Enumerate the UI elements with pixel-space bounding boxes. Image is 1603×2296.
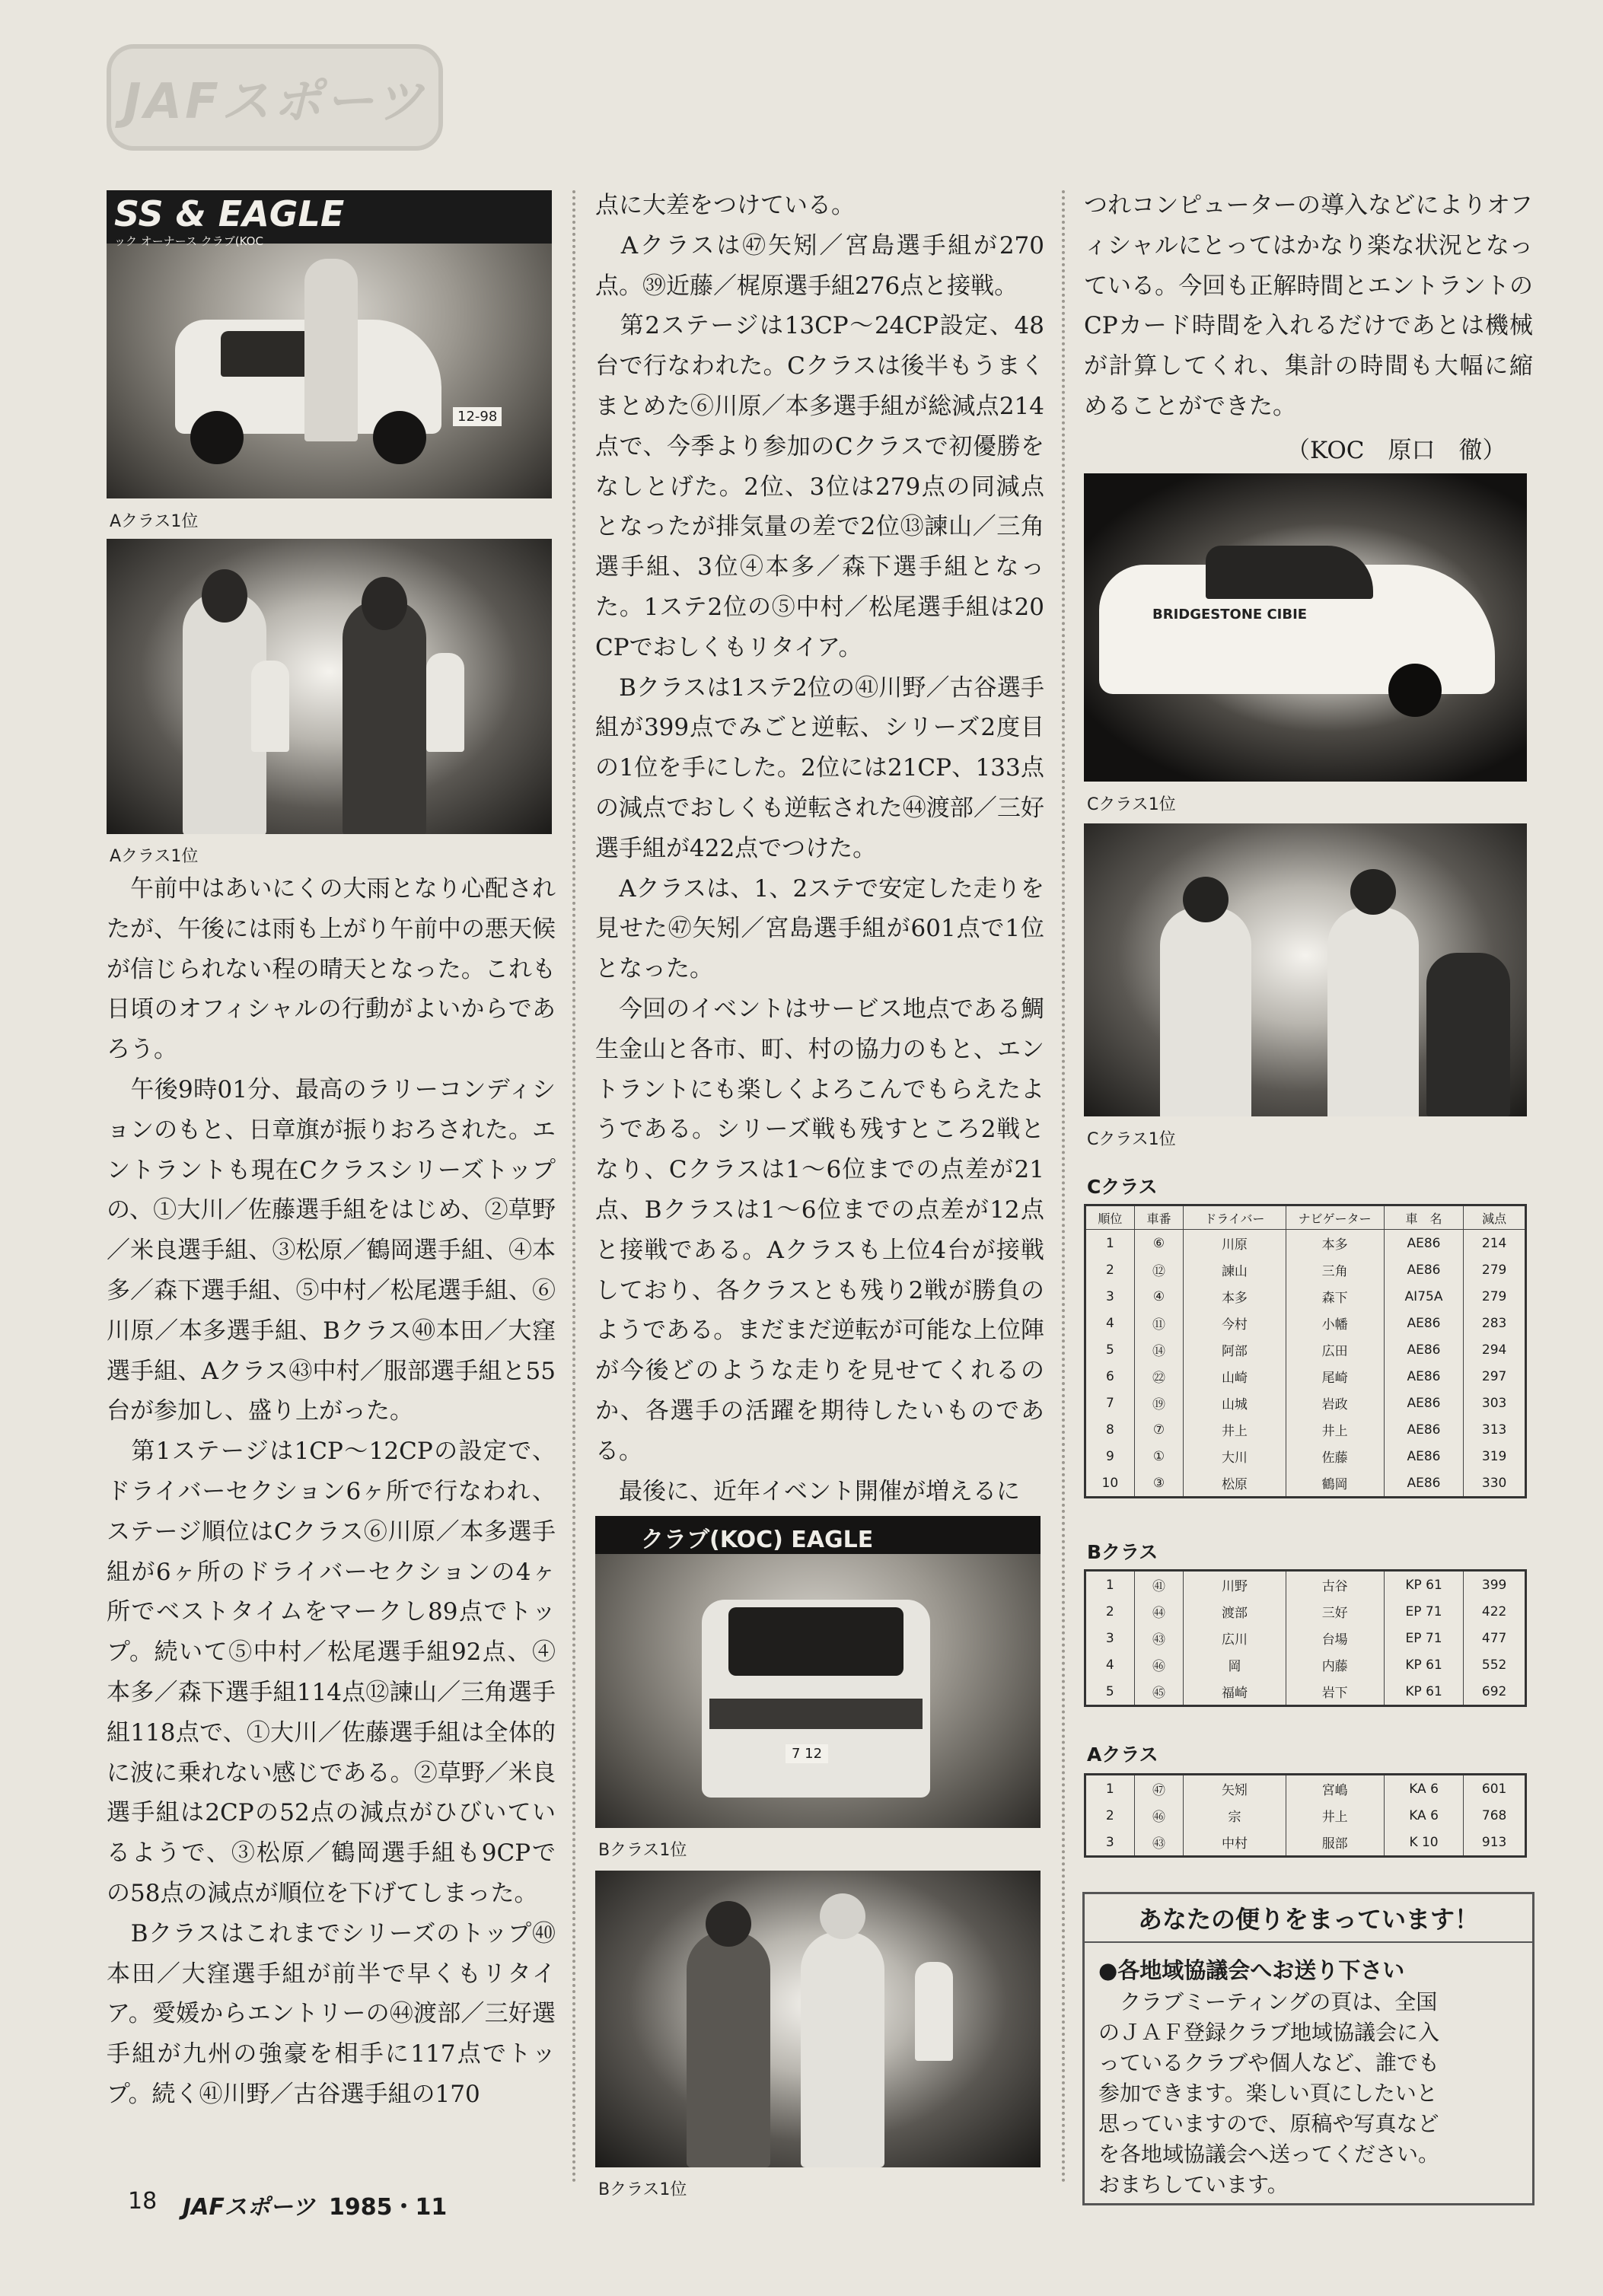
b-class-title: Bクラス — [1087, 1541, 1158, 1563]
photo-plate-text: 7 12 — [786, 1744, 828, 1763]
table-row — [1085, 1336, 1526, 1363]
rank-cell: 1 — [1085, 1775, 1135, 1803]
table-row — [1085, 1598, 1526, 1625]
article-column-1: 午前中はあいにくの大雨となり心配されたが、午後には雨も上がり午前中の悪天候が信じられない程の晴天となった。これも日頃のオフィシャルの行動がよいからであろう。 午後9時01分、最高のラリーコンディションのもと、日章旗が振りおろされた。エントラントも現在Cクラスシリーズトップの、①大川／佐藤選手組をはじめ、②草野／米良選手組、③松原／鶴岡選手組、④本多／森下選手組、⑤中村／松尾選手組、⑥川原／本多選手組、Bクラス㊵本田／大窪選手組、Aクラス㊸中村／服部選手組と55台が参加し、盛り上がった。 第1ステージは1CP～12CPの設定で、ドライバーセクション6ヶ所で行なわれ、ステージ順位はCクラス⑥川原／本多選手組が6ヶ所のドライバーセクションの4ヶ所でベストタイムをマークし89点でトップ。続いて⑤中村／松尾選手組92点、④本多／森下選手組114点⑫諫山／三角選手組118点で、①大川／佐藤選手組は全体的に波に乗れない感じである。②草野／米良選手組は2CPの52点の減点がひびいているようで、③松原／鶴岡選手組も9CPでの58点の減点が順位を下げてしまった。 Bクラスはこれまでシリーズのトップ㊵本田／大窪選手組が前半で早くもリタイア。愛媛からエントリーの㊹渡部／三好選手組が九州の強豪を相手に117点でトップ。続く㊶川野／古谷選手組の170 — [107, 875, 556, 2108]
penalty-cell: 294 — [1464, 1336, 1526, 1363]
car-name-cell: KP 61 — [1384, 1571, 1463, 1599]
navigator-cell: 鶴岡 — [1286, 1470, 1384, 1498]
penalty-cell: 552 — [1464, 1651, 1526, 1678]
header-rank: 順位 — [1085, 1205, 1135, 1230]
photo-plate-text: 12-98 — [453, 407, 502, 426]
c-class-results-table — [1084, 1204, 1527, 1498]
car-number-cell: ④ — [1134, 1283, 1184, 1310]
car-name-cell: AE86 — [1384, 1363, 1464, 1390]
c-class-title: Cクラス — [1087, 1176, 1158, 1198]
driver-cell: 宗 — [1184, 1802, 1286, 1829]
driver-cell: 福崎 — [1184, 1678, 1286, 1706]
car-number-cell: ① — [1134, 1443, 1184, 1470]
photo-a-class-car — [107, 190, 552, 498]
table-row — [1085, 1651, 1526, 1678]
rank-cell: 1 — [1085, 1571, 1135, 1599]
navigator-cell: 小幡 — [1286, 1310, 1384, 1336]
rank-cell: 1 — [1085, 1230, 1135, 1257]
reader-notice-box — [1082, 1892, 1534, 2205]
driver-cell: 井上 — [1184, 1416, 1286, 1443]
rank-cell: 3 — [1085, 1283, 1135, 1310]
penalty-cell: 313 — [1464, 1416, 1526, 1443]
penalty-cell: 319 — [1464, 1443, 1526, 1470]
photo-b-class-car — [595, 1516, 1041, 1828]
car-number-cell: ㊸ — [1134, 1829, 1184, 1857]
rank-cell: 2 — [1085, 1256, 1135, 1283]
navigator-cell: 広田 — [1286, 1336, 1384, 1363]
car-name-cell: KP 61 — [1384, 1651, 1463, 1678]
car-name-cell: EP 71 — [1384, 1598, 1463, 1625]
photo-caption: Cクラス1位 — [1087, 795, 1176, 814]
car-number-cell: ㊻ — [1134, 1651, 1184, 1678]
penalty-cell: 279 — [1464, 1283, 1526, 1310]
navigator-cell: 井上 — [1286, 1416, 1384, 1443]
a-class-title: Aクラス — [1087, 1743, 1158, 1766]
rank-cell: 3 — [1085, 1829, 1135, 1857]
navigator-cell: 服部 — [1286, 1829, 1384, 1857]
photo-banner-text: ック オーナース クラブ(KOC — [114, 234, 263, 248]
rank-cell: 8 — [1085, 1416, 1135, 1443]
navigator-cell: 井上 — [1286, 1802, 1384, 1829]
header-navigator: ナビゲーター — [1286, 1205, 1384, 1230]
a-class-results-table — [1084, 1773, 1527, 1858]
penalty-cell: 330 — [1464, 1470, 1526, 1498]
car-name-cell: KA 6 — [1384, 1802, 1463, 1829]
header-penalty: 減点 — [1464, 1205, 1526, 1230]
navigator-cell: 森下 — [1286, 1283, 1384, 1310]
driver-cell: 大川 — [1184, 1443, 1286, 1470]
rank-cell: 5 — [1085, 1678, 1135, 1706]
article-column-2: 点に大差をつけている。 Aクラスは㊼矢矧／宮島選手組が270点。㊴近藤／梶原選手組276点と接戦。 第2ステージは13CP～24CP設定、48台で行なわれた。Cクラスは後半もうまくまとめた⑥川原／本多選手組が総減点214点で、今季より参加のCクラスで初優勝をなしとげた。2位、3位は279点の同減点となったが排気量の差で2位⑬諫山／三角選手組、3位④本多／森下選手組となった。1ステ2位の⑤中村／松尾選手組は20CPでおしくもリタイア。 Bクラスは1ステ2位の㊶川野／古谷選手組が399点でみごと逆転、シリーズ2度目の1位を手にした。2位には21CP、133点の減点でおしくも逆転された㊹渡部／三好選手組が422点でつけた。 Aクラスは、1、2ステで安定した走りを見せた㊼矢矧／宮島選手組が601点で1位となった。 今回のイベントはサービス地点である鯛生金山と各市、町、村の協力のもと、エントラントにも楽しくよろこんでもらえたようである。シリーズ戦も残すところ2戦となり、Cクラスは1～6位までの点差が21点、Bクラスは1～6位までの点差が12点と接戦である。Aクラスも上位4台が接戦しており、各クラスとも残り2戦が勝負のようである。まだまだ逆転が可能な上位陣が今後どのような走りを見せてくれるのか、各選手の活躍を期待したいものである。 最後に、近年イベント開催が増えるに — [595, 192, 1044, 1505]
car-name-cell: EP 71 — [1384, 1625, 1463, 1651]
navigator-cell: 岩下 — [1286, 1678, 1384, 1706]
notice-subtitle: ●各地域協議会へお送り下さい — [1098, 1957, 1405, 1983]
photo-c-class-car — [1084, 473, 1527, 782]
photo-caption: Bクラス1位 — [598, 1841, 687, 1860]
penalty-cell: 477 — [1464, 1625, 1526, 1651]
driver-cell: 広川 — [1184, 1625, 1286, 1651]
car-number-cell: ㊹ — [1134, 1598, 1184, 1625]
driver-cell: 川原 — [1184, 1230, 1286, 1257]
car-number-cell: ⑭ — [1134, 1336, 1184, 1363]
notice-title: あなたの便りをまっています！ — [1085, 1894, 1532, 1943]
table-header-row — [1085, 1205, 1526, 1230]
navigator-cell: 岩政 — [1286, 1390, 1384, 1416]
car-number-cell: ⑫ — [1134, 1256, 1184, 1283]
photo-c-class-winners — [1084, 823, 1527, 1116]
driver-cell: 中村 — [1184, 1829, 1286, 1857]
penalty-cell: 422 — [1464, 1598, 1526, 1625]
penalty-cell: 601 — [1464, 1775, 1526, 1803]
rank-cell: 7 — [1085, 1390, 1135, 1416]
car-number-cell: ㊼ — [1134, 1775, 1184, 1803]
photo-caption: Aクラス1位 — [110, 847, 199, 866]
penalty-cell: 913 — [1464, 1829, 1526, 1857]
header-logo-text: JAFスポーツ — [123, 74, 427, 130]
driver-cell: 本多 — [1184, 1283, 1286, 1310]
navigator-cell: 宮嶋 — [1286, 1775, 1384, 1803]
column-divider-right — [1062, 190, 1065, 2184]
navigator-cell: 内藤 — [1286, 1651, 1384, 1678]
car-number-cell: ㊻ — [1134, 1802, 1184, 1829]
issue-date: 1985・11 — [329, 2194, 448, 2221]
car-number-cell: ㊶ — [1134, 1571, 1184, 1599]
table-row — [1085, 1230, 1526, 1257]
table-row — [1085, 1443, 1526, 1470]
navigator-cell: 台場 — [1286, 1625, 1384, 1651]
car-name-cell: AE86 — [1384, 1336, 1464, 1363]
car-name-cell: AE86 — [1384, 1230, 1464, 1257]
table-row — [1085, 1256, 1526, 1283]
notice-body: クラブミーティングの頁は、全国 のＪＡＦ登録クラブ地域協議会に入 っているクラブや個人など、誰でも 参加できます。楽しい頁にしたいと 思っていますので、原稿や写真など を各地域協議会へ送ってください。 おまちしています。 — [1098, 1989, 1440, 2197]
table-row — [1085, 1678, 1526, 1706]
rank-cell: 10 — [1085, 1470, 1135, 1498]
b-class-results-table — [1084, 1569, 1527, 1707]
navigator-cell: 古谷 — [1286, 1571, 1384, 1599]
car-number-cell: ⑲ — [1134, 1390, 1184, 1416]
table-row — [1085, 1625, 1526, 1651]
penalty-cell: 303 — [1464, 1390, 1526, 1416]
driver-cell: 渡部 — [1184, 1598, 1286, 1625]
photo-caption: Bクラス1位 — [598, 2180, 687, 2199]
car-number-cell: ⑦ — [1134, 1416, 1184, 1443]
table-row — [1085, 1416, 1526, 1443]
driver-cell: 今村 — [1184, 1310, 1286, 1336]
car-name-cell: AE86 — [1384, 1443, 1464, 1470]
rank-cell: 2 — [1085, 1598, 1135, 1625]
penalty-cell: 214 — [1464, 1230, 1526, 1257]
header-driver: ドライバー — [1184, 1205, 1286, 1230]
penalty-cell: 768 — [1464, 1802, 1526, 1829]
driver-cell: 岡 — [1184, 1651, 1286, 1678]
table-row — [1085, 1310, 1526, 1336]
table-row — [1085, 1390, 1526, 1416]
navigator-cell: 佐藤 — [1286, 1443, 1384, 1470]
penalty-cell: 279 — [1464, 1256, 1526, 1283]
car-name-cell: AE86 — [1384, 1470, 1464, 1498]
driver-cell: 山城 — [1184, 1390, 1286, 1416]
navigator-cell: 本多 — [1286, 1230, 1384, 1257]
photo-car-text: BRIDGESTONE CIBIE — [1152, 607, 1308, 623]
table-row — [1085, 1571, 1526, 1599]
car-name-cell: KA 6 — [1384, 1775, 1463, 1803]
car-number-cell: ㉒ — [1134, 1363, 1184, 1390]
car-number-cell: ③ — [1134, 1470, 1184, 1498]
car-number-cell: ㊸ — [1134, 1625, 1184, 1651]
penalty-cell: 297 — [1464, 1363, 1526, 1390]
table-row — [1085, 1775, 1526, 1803]
car-name-cell: AE86 — [1384, 1256, 1464, 1283]
rank-cell: 9 — [1085, 1443, 1135, 1470]
car-name-cell: AE86 — [1384, 1310, 1464, 1336]
car-name-cell: AE86 — [1384, 1390, 1464, 1416]
car-name-cell: AI75A — [1384, 1283, 1464, 1310]
navigator-cell: 三好 — [1286, 1598, 1384, 1625]
penalty-cell: 692 — [1464, 1678, 1526, 1706]
rank-cell: 4 — [1085, 1310, 1135, 1336]
car-name-cell: K 10 — [1384, 1829, 1463, 1857]
column-divider-left — [572, 190, 575, 2184]
rank-cell: 6 — [1085, 1363, 1135, 1390]
photo-caption: Aクラス1位 — [110, 512, 199, 531]
table-row — [1085, 1802, 1526, 1829]
photo-sign-text: SS & EAGLE — [114, 193, 345, 234]
penalty-cell: 283 — [1464, 1310, 1526, 1336]
car-number-cell: ⑪ — [1134, 1310, 1184, 1336]
driver-cell: 諫山 — [1184, 1256, 1286, 1283]
rank-cell: 2 — [1085, 1802, 1135, 1829]
rank-cell: 3 — [1085, 1625, 1135, 1651]
article-column-3: つれコンピューターの導入などによりオフィシャルにとってはかなり楽な状況となっている。今回も正解時間とエントラントのCPカード時間を入れるだけであとは機械が計算してくれ、集計の時間も大幅に縮めることができた。 — [1084, 192, 1533, 420]
table-row — [1085, 1283, 1526, 1310]
article-signature: （KOC 原口 徹） — [1286, 437, 1506, 464]
header-car-number: 車番 — [1134, 1205, 1184, 1230]
photo-b-class-winners — [595, 1871, 1041, 2167]
page-number: 18 — [128, 2188, 158, 2215]
table-row — [1085, 1829, 1526, 1857]
photo-caption: Cクラス1位 — [1087, 1130, 1176, 1149]
penalty-cell: 399 — [1464, 1571, 1526, 1599]
driver-cell: 阿部 — [1184, 1336, 1286, 1363]
table-row — [1085, 1363, 1526, 1390]
navigator-cell: 三角 — [1286, 1256, 1384, 1283]
magazine-name: JAFスポーツ — [183, 2194, 315, 2221]
driver-cell: 川野 — [1184, 1571, 1286, 1599]
photo-a-class-winners — [107, 539, 552, 834]
magazine-header-logo — [107, 44, 443, 151]
car-number-cell: ㊺ — [1134, 1678, 1184, 1706]
rank-cell: 4 — [1085, 1651, 1135, 1678]
car-name-cell: AE86 — [1384, 1416, 1464, 1443]
header-car-name: 車 名 — [1384, 1205, 1464, 1230]
car-number-cell: ⑥ — [1134, 1230, 1184, 1257]
rank-cell: 5 — [1085, 1336, 1135, 1363]
navigator-cell: 尾崎 — [1286, 1363, 1384, 1390]
driver-cell: 山崎 — [1184, 1363, 1286, 1390]
driver-cell: 松原 — [1184, 1470, 1286, 1498]
table-row — [1085, 1470, 1526, 1498]
photo-banner-text: クラブ(KOC) EAGLE — [641, 1527, 874, 1553]
car-name-cell: KP 61 — [1384, 1678, 1463, 1706]
driver-cell: 矢矧 — [1184, 1775, 1286, 1803]
